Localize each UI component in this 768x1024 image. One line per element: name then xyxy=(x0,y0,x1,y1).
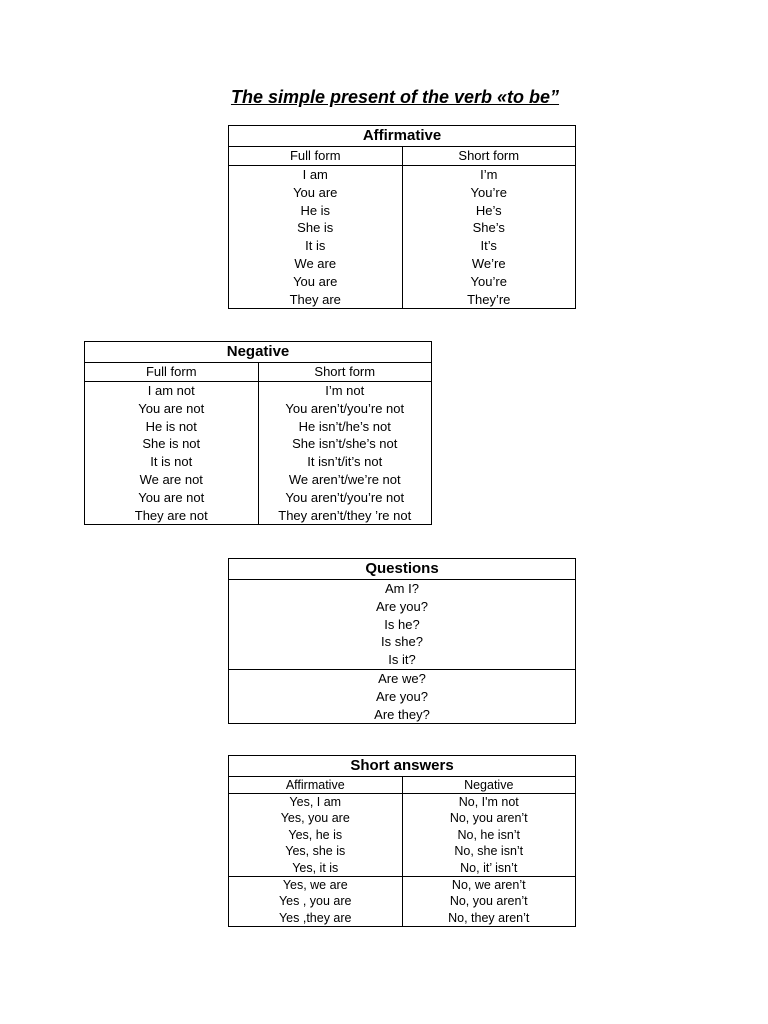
short-answers-col-negative: Negative xyxy=(402,777,576,794)
negative-short-cell xyxy=(258,382,432,525)
table-cell-line: Yes, we are xyxy=(282,878,348,893)
short-answers-heading: Short answers xyxy=(229,756,576,777)
table-cell-line: We are not xyxy=(139,471,203,487)
short-answers-col-affirmative: Affirmative xyxy=(229,777,403,794)
affirmative-table xyxy=(228,125,576,309)
table-cell-line: Yes ,they are xyxy=(278,910,352,925)
table-cell-line: I am xyxy=(302,167,328,182)
affirmative-full-cell xyxy=(229,166,403,309)
table-cell-line: No, we aren’t xyxy=(451,878,526,893)
questions-singular-cell xyxy=(229,580,576,670)
table-cell-line: I’m xyxy=(480,167,498,182)
table-cell-line: They’re xyxy=(467,291,511,307)
table-cell-line: He’s xyxy=(475,202,502,218)
table-cell-line: She is not xyxy=(142,436,201,452)
table-cell-line: They are not xyxy=(134,507,208,523)
table-cell-line: No, I'm not xyxy=(458,795,519,809)
table-cell-line: We aren’t/we’re not xyxy=(288,471,401,487)
table-cell-line: We’re xyxy=(471,255,506,271)
table-cell-line: Are you? xyxy=(375,688,429,704)
table-cell-line: Are we? xyxy=(378,670,426,686)
table-cell-line: You aren’t/you’re not xyxy=(285,489,405,505)
table-cell-line: She is xyxy=(297,220,334,236)
affirmative-heading: Affirmative xyxy=(229,126,576,147)
table-cell-line: Are they? xyxy=(374,706,430,722)
short-answers-negative-singular-cell xyxy=(402,794,576,877)
table-cell-line: You are xyxy=(293,184,338,200)
short-answers-negative-plural-cell xyxy=(402,877,576,927)
table-cell-line: Is she? xyxy=(381,634,423,650)
table-cell-line: Is it? xyxy=(388,652,416,668)
table-cell-line: It is xyxy=(305,238,326,254)
affirmative-short-cell xyxy=(402,166,576,309)
short-answers-affirmative-singular-cell xyxy=(229,794,403,877)
questions-plural-cell xyxy=(229,669,576,723)
table-cell-line: You are xyxy=(293,273,338,289)
table-cell-line: You’re xyxy=(470,184,507,200)
table-cell-line: Yes, you are xyxy=(280,811,350,826)
questions-heading: Questions xyxy=(229,559,576,580)
table-cell-line: No, you aren’t xyxy=(449,811,528,826)
table-cell-line: Yes, it is xyxy=(292,860,339,875)
questions-table xyxy=(228,558,576,724)
table-cell-line: No, it’ isn’t xyxy=(460,860,518,875)
affirmative-col-short: Short form xyxy=(402,147,576,166)
table-cell-line: No, she isn’t xyxy=(454,844,524,859)
table-cell-line: They aren’t/they ’re not xyxy=(278,507,412,523)
table-cell-line: We are xyxy=(294,255,337,271)
table-cell-line: You aren’t/you’re not xyxy=(285,400,405,416)
negative-col-short: Short form xyxy=(258,363,432,382)
table-cell-line: You are not xyxy=(138,489,205,505)
affirmative-col-full: Full form xyxy=(229,147,403,166)
table-cell-line: It isn’t/it’s not xyxy=(307,454,383,470)
table-cell-line: It’s xyxy=(480,238,497,254)
table-cell-line: Are you? xyxy=(375,598,429,614)
negative-full-cell xyxy=(85,382,259,525)
table-cell-line: Yes, I am xyxy=(289,795,342,809)
table-cell-line: She’s xyxy=(472,220,505,236)
table-cell-line: Yes , you are xyxy=(278,894,352,909)
table-cell-line: Yes, he is xyxy=(288,827,343,842)
table-cell-line: You’re xyxy=(470,273,507,289)
short-answers-table xyxy=(228,755,576,927)
negative-col-full: Full form xyxy=(85,363,259,382)
negative-table xyxy=(84,341,432,525)
table-cell-line: It is not xyxy=(150,454,193,470)
page-title: The simple present of the verb «to be” xyxy=(230,87,560,107)
table-cell-line: He is not xyxy=(145,418,197,434)
table-cell-line: They are xyxy=(289,291,341,307)
table-cell-line: No, he isn’t xyxy=(457,827,521,842)
table-cell-line: Is he? xyxy=(384,616,420,632)
table-cell-line: I’m not xyxy=(325,383,365,398)
table-cell-line: No, they aren’t xyxy=(448,910,530,925)
table-cell-line: Am I? xyxy=(385,581,419,596)
table-cell-line: No, you aren’t xyxy=(449,894,528,909)
table-cell-line: Yes, she is xyxy=(285,844,346,859)
table-cell-line: She isn’t/she’s not xyxy=(292,436,398,452)
table-cell-line: He isn’t/he’s not xyxy=(298,418,391,434)
table-cell-line: You are not xyxy=(138,400,205,416)
short-answers-affirmative-plural-cell xyxy=(229,877,403,927)
table-cell-line: I am not xyxy=(147,383,195,398)
table-cell-line: He is xyxy=(300,202,331,218)
negative-heading: Negative xyxy=(85,342,432,363)
